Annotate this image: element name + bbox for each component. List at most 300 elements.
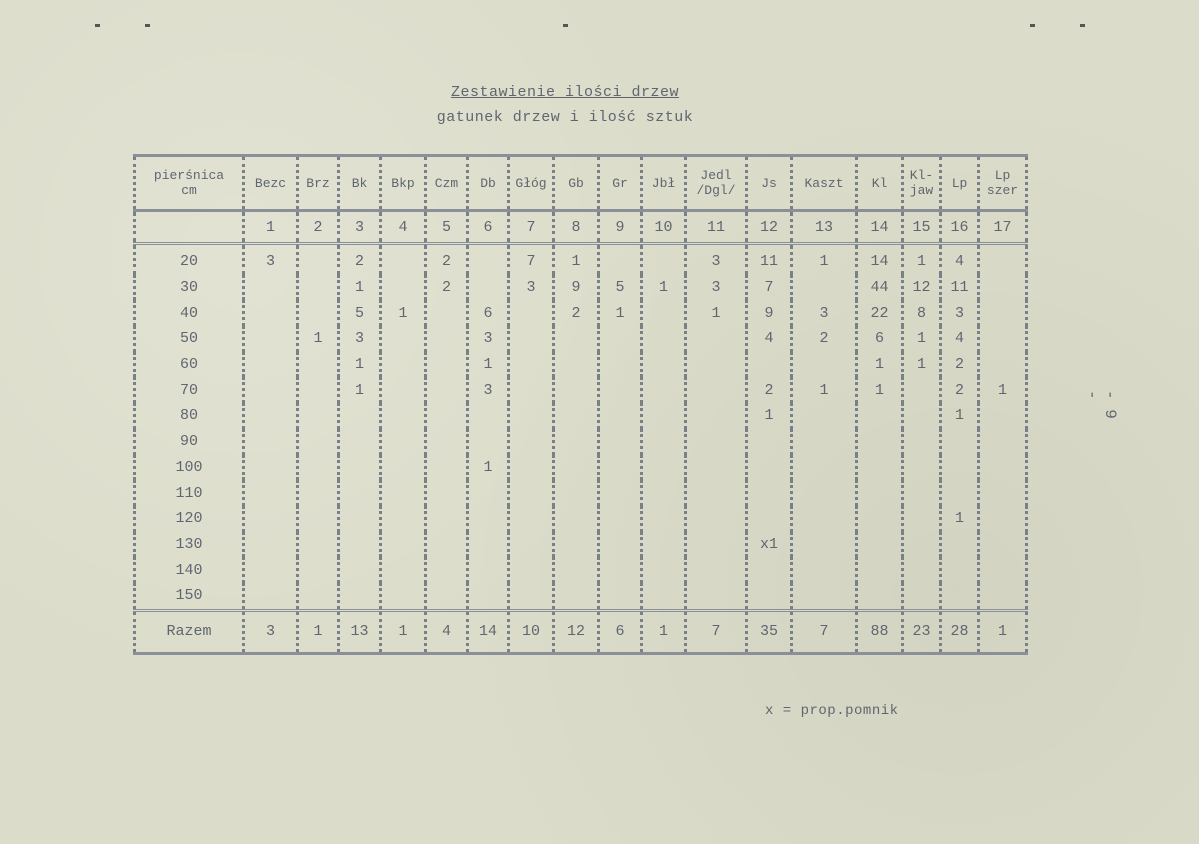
count-cell [792,583,857,610]
count-cell [244,557,298,583]
count-cell [339,403,381,429]
count-cell [857,506,903,532]
count-cell [509,377,554,403]
punch-mark [563,24,568,27]
total-row [135,610,1027,653]
count-cell [979,455,1027,481]
count-cell [426,300,468,326]
table-row [135,403,1027,429]
count-cell: 1 [903,244,941,275]
count-cell [903,506,941,532]
header-species: Jbł [642,156,686,211]
punch-mark [1030,24,1035,27]
count-cell [244,326,298,352]
count-cell: 1 [792,377,857,403]
count-cell [381,326,426,352]
table-row [135,352,1027,378]
count-cell [792,275,857,301]
count-cell [642,429,686,455]
count-cell: 22 [857,300,903,326]
total-cell: 1 [642,610,686,653]
count-cell: 2 [747,377,792,403]
count-cell [599,244,642,275]
header-diameter: pierśnica cm [135,156,244,211]
column-number: 16 [941,211,979,244]
count-cell [381,583,426,610]
count-cell [244,300,298,326]
count-cell: 14 [857,244,903,275]
count-cell [426,326,468,352]
column-number: 11 [686,211,747,244]
count-cell [554,352,599,378]
count-cell [642,300,686,326]
count-cell: 1 [979,377,1027,403]
count-cell [298,275,339,301]
column-number: 17 [979,211,1027,244]
total-cell: 6 [599,610,642,653]
table-row [135,326,1027,352]
count-cell: 2 [426,275,468,301]
count-cell: 3 [244,244,298,275]
count-cell: 1 [339,275,381,301]
count-cell [381,532,426,558]
count-cell [979,326,1027,352]
count-cell [244,377,298,403]
total-cell: 1 [381,610,426,653]
count-cell [468,429,509,455]
count-cell [381,557,426,583]
count-cell [686,377,747,403]
total-cell: 35 [747,610,792,653]
count-cell [686,326,747,352]
count-cell: 1 [554,244,599,275]
count-cell [339,429,381,455]
count-cell [244,352,298,378]
count-cell [792,403,857,429]
count-cell: 1 [468,455,509,481]
count-cell: 7 [509,244,554,275]
count-cell [792,352,857,378]
count-cell [339,480,381,506]
count-cell: 44 [857,275,903,301]
table-row [135,455,1027,481]
count-cell [298,455,339,481]
column-number: 7 [509,211,554,244]
count-cell [686,506,747,532]
count-cell [468,532,509,558]
count-cell [554,583,599,610]
count-cell [903,377,941,403]
header-species: Głóg [509,156,554,211]
count-cell [468,480,509,506]
count-cell [426,583,468,610]
count-cell [642,583,686,610]
column-number: 8 [554,211,599,244]
count-cell [298,244,339,275]
count-cell [509,300,554,326]
count-cell [509,557,554,583]
count-cell [509,506,554,532]
column-number: 13 [792,211,857,244]
count-cell [792,480,857,506]
count-cell [792,429,857,455]
count-cell: 1 [857,352,903,378]
count-cell [381,275,426,301]
count-cell [642,352,686,378]
count-cell: 3 [686,244,747,275]
count-cell [381,429,426,455]
count-cell [509,532,554,558]
diameter-label: 50 [135,326,244,352]
count-cell [381,352,426,378]
count-cell: 8 [903,300,941,326]
count-cell [554,506,599,532]
count-cell [298,352,339,378]
count-cell [339,583,381,610]
count-cell [857,532,903,558]
diameter-label: 70 [135,377,244,403]
count-cell [244,403,298,429]
diameter-label: 100 [135,455,244,481]
count-cell [298,480,339,506]
column-number: 2 [298,211,339,244]
count-cell [686,583,747,610]
table-row [135,583,1027,610]
count-cell [642,455,686,481]
count-cell [979,275,1027,301]
count-cell [642,532,686,558]
diameter-label: 140 [135,557,244,583]
count-cell [599,352,642,378]
legend-note: x = prop.pomnik [765,703,899,719]
header-species: Kl- jaw [903,156,941,211]
count-cell [426,377,468,403]
punch-mark [1080,24,1085,27]
count-cell: 3 [468,377,509,403]
count-cell [468,403,509,429]
table-row [135,429,1027,455]
count-cell [857,583,903,610]
count-cell [426,455,468,481]
count-cell [903,532,941,558]
header-species: Czm [426,156,468,211]
header-species: Gr [599,156,642,211]
header-row [135,156,1027,211]
count-cell [979,352,1027,378]
count-cell: 2 [339,244,381,275]
count-cell: 1 [903,326,941,352]
count-cell: 7 [747,275,792,301]
count-cell: 3 [686,275,747,301]
count-cell: 3 [509,275,554,301]
diameter-label: 150 [135,583,244,610]
count-cell [554,532,599,558]
count-cell: 4 [941,244,979,275]
count-cell [686,403,747,429]
count-cell [554,480,599,506]
count-cell [381,506,426,532]
count-cell [426,429,468,455]
count-cell: 6 [468,300,509,326]
count-cell [599,429,642,455]
count-cell [979,429,1027,455]
count-cell: 1 [857,377,903,403]
count-cell [381,480,426,506]
total-cell: 1 [298,610,339,653]
count-cell [426,480,468,506]
count-cell [554,557,599,583]
header-species: Jedl /Dgl/ [686,156,747,211]
count-cell [642,377,686,403]
count-cell: 2 [554,300,599,326]
count-cell [599,403,642,429]
count-cell [686,480,747,506]
count-cell [468,583,509,610]
count-cell [599,326,642,352]
count-cell: 4 [941,326,979,352]
count-cell [903,403,941,429]
count-cell [642,403,686,429]
count-cell [599,583,642,610]
document-subtitle: gatunek drzew i ilość sztuk [436,109,694,126]
count-cell: 1 [339,377,381,403]
count-cell: 1 [381,300,426,326]
count-cell [979,403,1027,429]
count-cell [686,352,747,378]
count-cell: 2 [941,377,979,403]
count-cell [941,429,979,455]
count-cell [244,275,298,301]
count-cell [509,326,554,352]
count-cell: 1 [941,403,979,429]
count-cell [244,583,298,610]
count-cell [381,377,426,403]
count-cell [941,557,979,583]
total-cell: 7 [686,610,747,653]
diameter-label: 30 [135,275,244,301]
count-cell [747,480,792,506]
count-cell [792,455,857,481]
count-cell: x1 [747,532,792,558]
count-cell: 5 [339,300,381,326]
count-cell [747,352,792,378]
count-cell: 11 [747,244,792,275]
count-cell: 1 [339,352,381,378]
count-cell [903,557,941,583]
count-cell: 2 [792,326,857,352]
count-cell: 3 [339,326,381,352]
count-cell [747,455,792,481]
count-cell: 11 [941,275,979,301]
column-number: 9 [599,211,642,244]
table-row [135,275,1027,301]
count-cell: 4 [747,326,792,352]
count-cell [509,583,554,610]
table-row [135,532,1027,558]
count-cell [554,403,599,429]
table-row [135,377,1027,403]
total-cell: 28 [941,610,979,653]
count-cell [298,583,339,610]
column-number: 6 [468,211,509,244]
document-title: Zestawienie ilości drzew [450,84,680,101]
diameter-label: 90 [135,429,244,455]
count-cell [381,403,426,429]
count-cell [509,403,554,429]
count-cell [642,244,686,275]
count-cell [857,480,903,506]
header-species: Bkp [381,156,426,211]
count-cell: 1 [903,352,941,378]
count-cell [298,377,339,403]
count-cell [979,557,1027,583]
count-cell [244,506,298,532]
count-cell [468,275,509,301]
total-cell: 88 [857,610,903,653]
column-number: 14 [857,211,903,244]
count-cell [792,557,857,583]
count-cell [554,377,599,403]
count-cell [554,455,599,481]
diameter-label: 60 [135,352,244,378]
count-cell [339,557,381,583]
count-cell [857,557,903,583]
count-cell: 1 [298,326,339,352]
column-number-row [135,211,1027,244]
count-cell: 5 [599,275,642,301]
count-cell [468,557,509,583]
count-cell [244,532,298,558]
header-species: Lp [941,156,979,211]
count-cell [686,429,747,455]
count-cell [857,429,903,455]
count-cell [686,532,747,558]
count-cell [298,532,339,558]
header-species: Gb [554,156,599,211]
header-species: Bk [339,156,381,211]
count-cell [599,532,642,558]
count-cell [509,429,554,455]
count-cell [509,352,554,378]
count-cell [941,480,979,506]
count-cell [244,455,298,481]
column-number: 12 [747,211,792,244]
header-species: Kl [857,156,903,211]
count-cell: 3 [468,326,509,352]
diameter-label: 110 [135,480,244,506]
diameter-label: 40 [135,300,244,326]
count-cell [426,506,468,532]
diameter-label: 120 [135,506,244,532]
count-cell [599,455,642,481]
header-species: Js [747,156,792,211]
column-number: 4 [381,211,426,244]
total-cell: 13 [339,610,381,653]
blank-cell [135,211,244,244]
count-cell: 6 [857,326,903,352]
count-cell: 12 [903,275,941,301]
count-cell [298,557,339,583]
count-cell [857,455,903,481]
total-cell: 23 [903,610,941,653]
count-cell [979,583,1027,610]
count-cell [509,480,554,506]
count-cell [686,557,747,583]
count-cell [747,506,792,532]
total-cell: 10 [509,610,554,653]
count-cell [747,429,792,455]
count-cell: 1 [642,275,686,301]
diameter-label: 20 [135,244,244,275]
total-cell: 12 [554,610,599,653]
count-cell [747,583,792,610]
punch-mark [145,24,150,27]
count-cell [468,506,509,532]
count-cell [298,506,339,532]
count-cell [599,506,642,532]
count-cell [903,583,941,610]
count-cell [979,532,1027,558]
header-species: Bezc [244,156,298,211]
count-cell [642,480,686,506]
count-cell: 1 [941,506,979,532]
count-cell: 1 [468,352,509,378]
count-cell [979,244,1027,275]
count-cell [599,480,642,506]
count-cell [792,506,857,532]
count-cell [979,300,1027,326]
count-cell [792,532,857,558]
total-cell: 1 [979,610,1027,653]
count-cell [426,532,468,558]
count-cell [747,557,792,583]
table-row [135,244,1027,275]
count-cell [339,506,381,532]
header-species: Lp szer [979,156,1027,211]
count-cell [509,455,554,481]
count-cell [857,403,903,429]
tree-count-table [133,154,1028,655]
count-cell [298,403,339,429]
count-cell: 9 [747,300,792,326]
table-row [135,557,1027,583]
table-row [135,480,1027,506]
count-cell [979,480,1027,506]
count-cell [468,244,509,275]
header-species: Db [468,156,509,211]
count-cell: 1 [747,403,792,429]
count-cell: 9 [554,275,599,301]
count-cell [381,244,426,275]
column-number: 1 [244,211,298,244]
count-cell [642,326,686,352]
count-cell: 1 [792,244,857,275]
column-number: 15 [903,211,941,244]
count-cell [686,455,747,481]
count-cell [903,455,941,481]
diameter-label: 130 [135,532,244,558]
count-cell [554,429,599,455]
count-cell [941,455,979,481]
count-cell [554,326,599,352]
count-cell [244,429,298,455]
count-cell: 1 [686,300,747,326]
count-cell: 1 [599,300,642,326]
count-cell [426,557,468,583]
count-cell [298,300,339,326]
column-number: 5 [426,211,468,244]
count-cell [599,557,642,583]
